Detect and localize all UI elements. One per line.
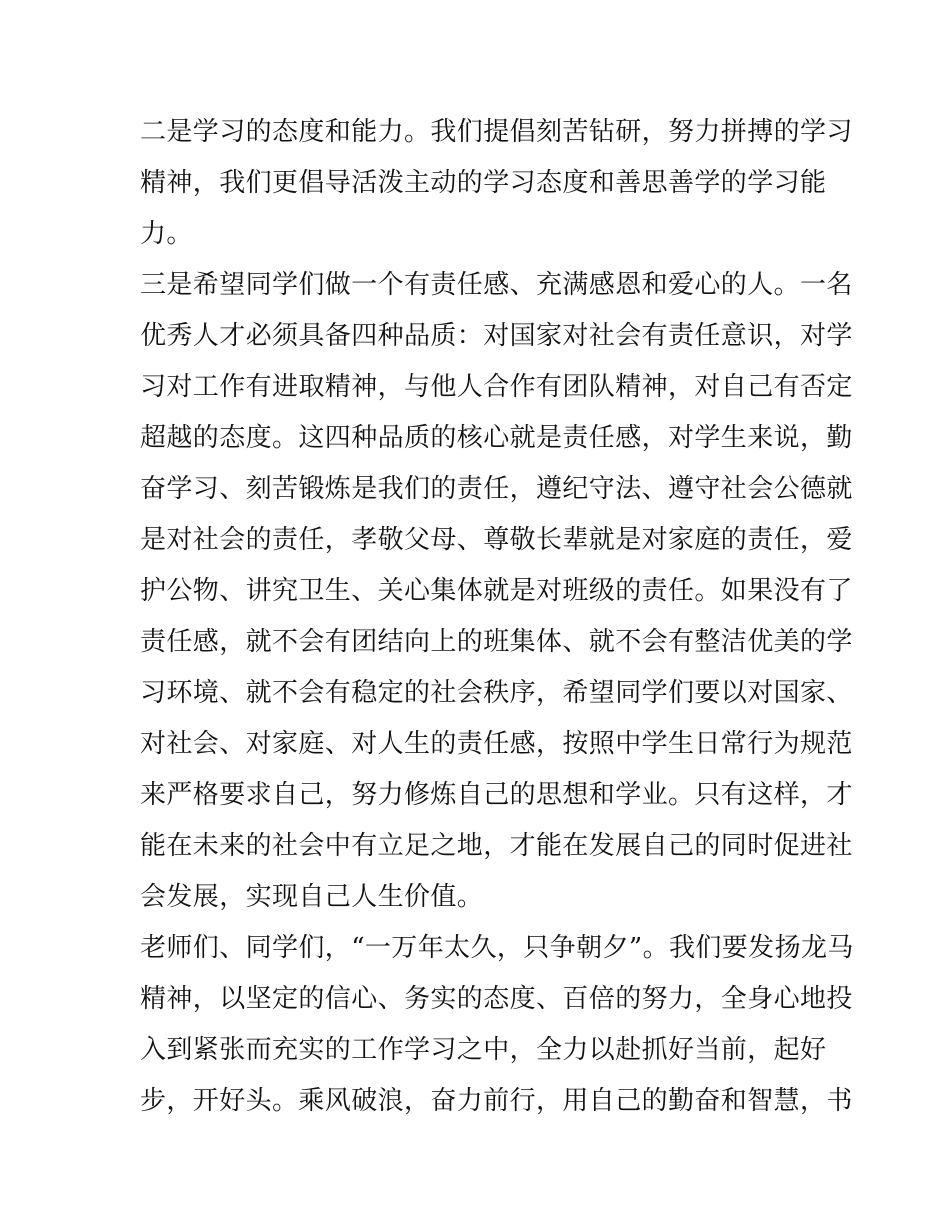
text-line: 会发展，实现自己人生价值。	[140, 882, 484, 912]
text-line: 二是学习的态度和能力。我们提倡刻苦钻研，努力拼搏的学习	[140, 117, 853, 147]
text-line: 责任感，就不会有团结向上的班集体、就不会有整洁优美的学	[140, 627, 853, 657]
paragraph-responsibility	[140, 260, 853, 923]
paragraph-closing-appeal	[140, 923, 854, 1127]
text-line: 入到紧张而充实的工作学习之中，全力以赴抓好当前，起好	[140, 1035, 827, 1065]
text-line: 习环境、就不会有稳定的社会秩序，希望同学们要以对国家、	[140, 678, 853, 708]
text-line: 护公物、讲究卫生、关心集体就是对班级的责任。如果没有了	[140, 576, 853, 606]
text-line: 对社会、对家庭、对人生的责任感，按照中学生日常行为规范	[140, 729, 853, 759]
document-body	[140, 107, 854, 1127]
text-line: 能在未来的社会中有立足之地，才能在发展自己的同时促进社	[140, 831, 853, 861]
text-line: 奋学习、刻苦锻炼是我们的责任，遵纪守法、遵守社会公德就	[140, 474, 853, 504]
text-line: 老师们、同学们，“一万年太久，只争朝夕”。我们要发扬龙马	[140, 933, 854, 963]
text-line: 步，开好头。乘风破浪，奋力前行，用自己的勤奋和智慧，书	[140, 1086, 853, 1116]
text-line: 来严格要求自己，努力修炼自己的思想和学业。只有这样，才	[140, 780, 853, 810]
paragraph-learning-attitude	[140, 107, 853, 260]
text-line: 精神，我们更倡导活泼主动的学习态度和善思善学的学习能	[140, 168, 827, 198]
text-line: 三是希望同学们做一个有责任感、充满感恩和爱心的人。一名	[140, 270, 853, 300]
text-line: 超越的态度。这四种品质的核心就是责任感，对学生来说，勤	[140, 423, 853, 453]
text-line: 精神，以坚定的信心、务实的态度、百倍的努力，全身心地投	[140, 984, 853, 1014]
text-line: 力。	[140, 219, 193, 249]
text-line: 是对社会的责任，孝敬父母、尊敬长辈就是对家庭的责任，爱	[140, 525, 853, 555]
text-line: 优秀人才必须具备四种品质：对国家对社会有责任意识，对学	[140, 321, 853, 351]
text-line: 习对工作有进取精神，与他人合作有团队精神，对自己有否定	[140, 372, 853, 402]
